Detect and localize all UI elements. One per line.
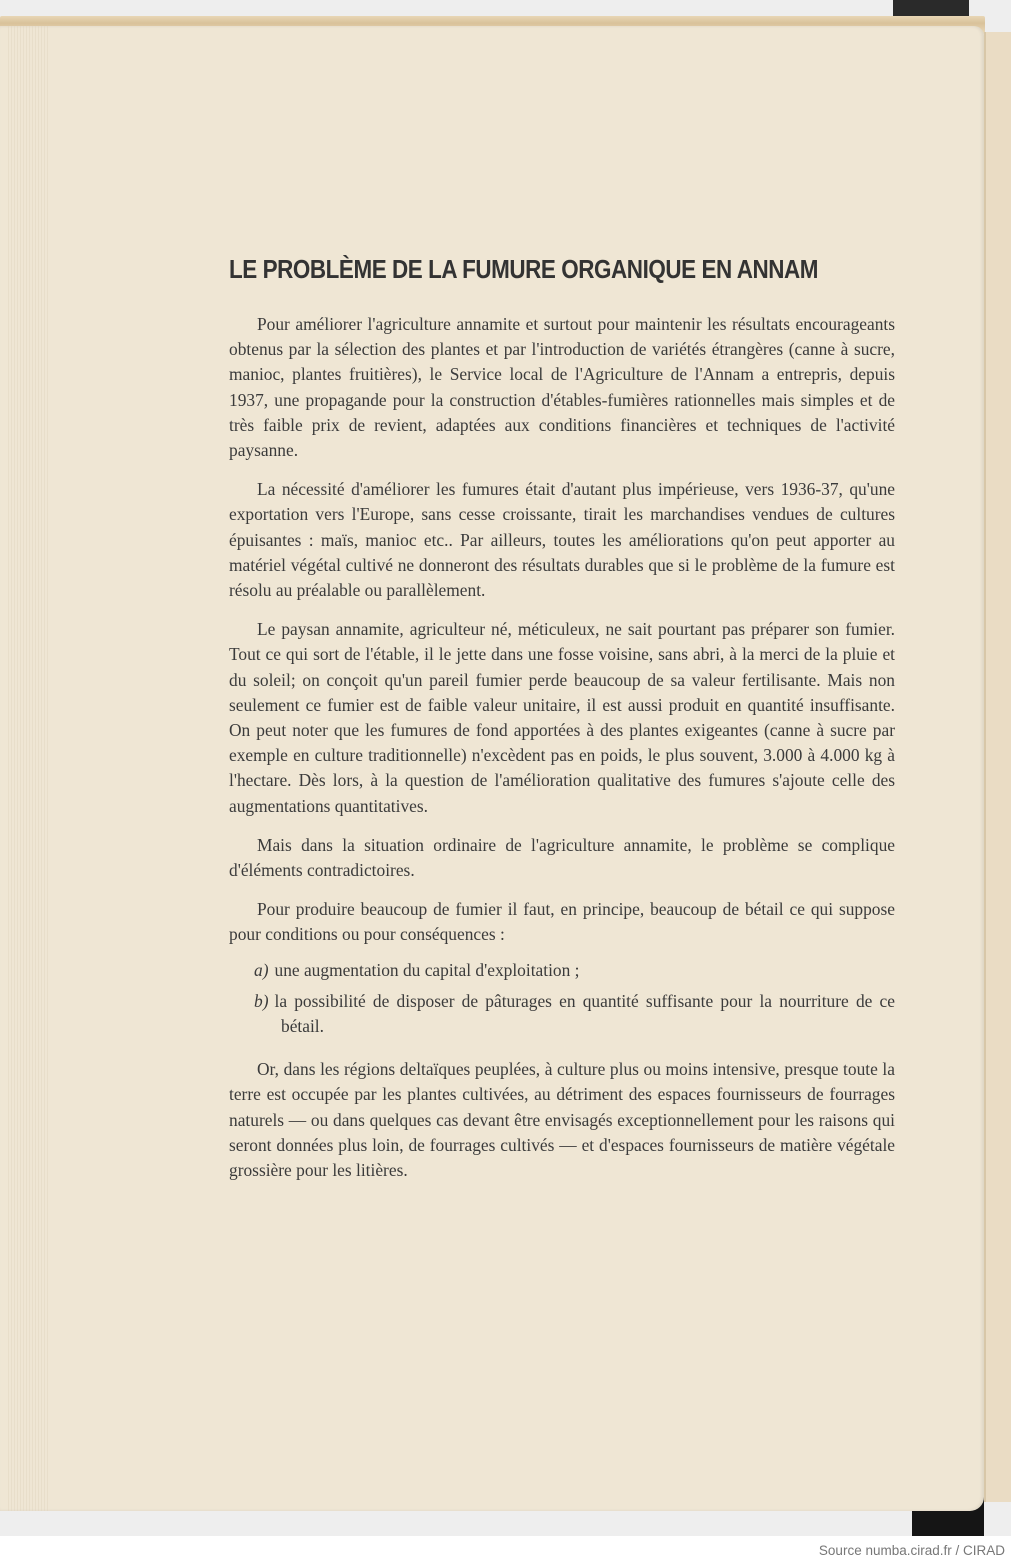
paragraph-closing: Or, dans les régions deltaïques peuplées, à culture plus ou moins intensive, presque toute la terre est occupée par les plantes cultivées, au détriment des espaces fournisseurs de fourrages naturels — ou dans quelques cas devant être envisagés exceptionnellement pour les raisons qui seront données plus loin, de fourrages cultivés — et d'espaces fournisseurs de matière végétale grossière pour les litières. (229, 1059, 895, 1181)
paragraph-2: La nécessité d'améliorer les fumures était d'autant plus impérieuse, vers 1936-37, qu'une exportation vers l'Europe, sans cesse croissante, tirait les marchandises vendues de cultures épuisantes : maïs, manioc etc.. Par ailleurs, toutes les améliorations qu'on peut apporter au matériel végétal cultivé ne donneront des résultats durables que si le problème de la fumure est résolu au préalable ou parallèlement. (229, 479, 895, 601)
list-marker: a) (254, 959, 269, 980)
list-item-text: une augmentation du capital d'exploitation ; (274, 959, 580, 980)
article-title: LE PROBLÈME DE LA FUMURE ORGANIQUE EN ANNAM (229, 256, 819, 284)
paragraph-4: Mais dans la situation ordinaire de l'agriculture annamite, le problème se complique d'éléments contradictoires. (229, 834, 895, 881)
paragraph-1: Pour améliorer l'agriculture annamite et surtout pour maintenir les résultats encourageants obtenus par la sélection des plantes et par l'introduction de variétés étrangères (canne à sucre, manioc, plantes fruitières), le Service local de l'Agriculture de l'Annam a entrepris, depuis 1937, une propagande pour la construction d'étables-fumières rationnelles mais simples et de très faible prix de revient, adaptées aux conditions financières et techniques de l'activité paysanne. (229, 314, 895, 461)
conditions-list (229, 958, 895, 1040)
page-stack-left-edges (8, 26, 48, 1511)
source-credit: Source numba.cirad.fr / CIRAD (818, 1543, 1005, 1558)
article (229, 254, 895, 1197)
paragraph-3: Le paysan annamite, agriculteur né, méticuleux, ne sait pourtant pas préparer son fumier. Tout ce qui sort de l'étable, il le jette dans une fosse voisine, sans abri, à la merci de la pluie et du soleil; on conçoit qu'un pareil fumier perde beaucoup de sa valeur fertilisante. Mais non seulement ce fumier est de faible valeur unitaire, il est aussi produit en quantité insuffisante. On peut noter que les fumures de fond apportées à des plantes exigeantes (canne à sucre par exemple en culture traditionnelle) n'excèdent pas en poids, le plus souvent, 3.000 à 4.000 kg à l'hectare. Dès lors, à la question de l'amélioration qualitative des fumures s'ajoute celle des augmentations quantitatives. (229, 619, 895, 816)
next-page-edge (984, 32, 1011, 1502)
list-marker: b) (254, 990, 269, 1011)
list-item-b (229, 989, 895, 1039)
paragraph-5: Pour produire beaucoup de fumier il faut, en principe, beaucoup de bétail ce qui suppose pour conditions ou pour conséquences : (229, 899, 895, 945)
list-item-text: la possibilité de disposer de pâturages en quantité suffisante pour la nourriture de ce bétail. (274, 990, 895, 1037)
list-item-a (229, 958, 895, 983)
